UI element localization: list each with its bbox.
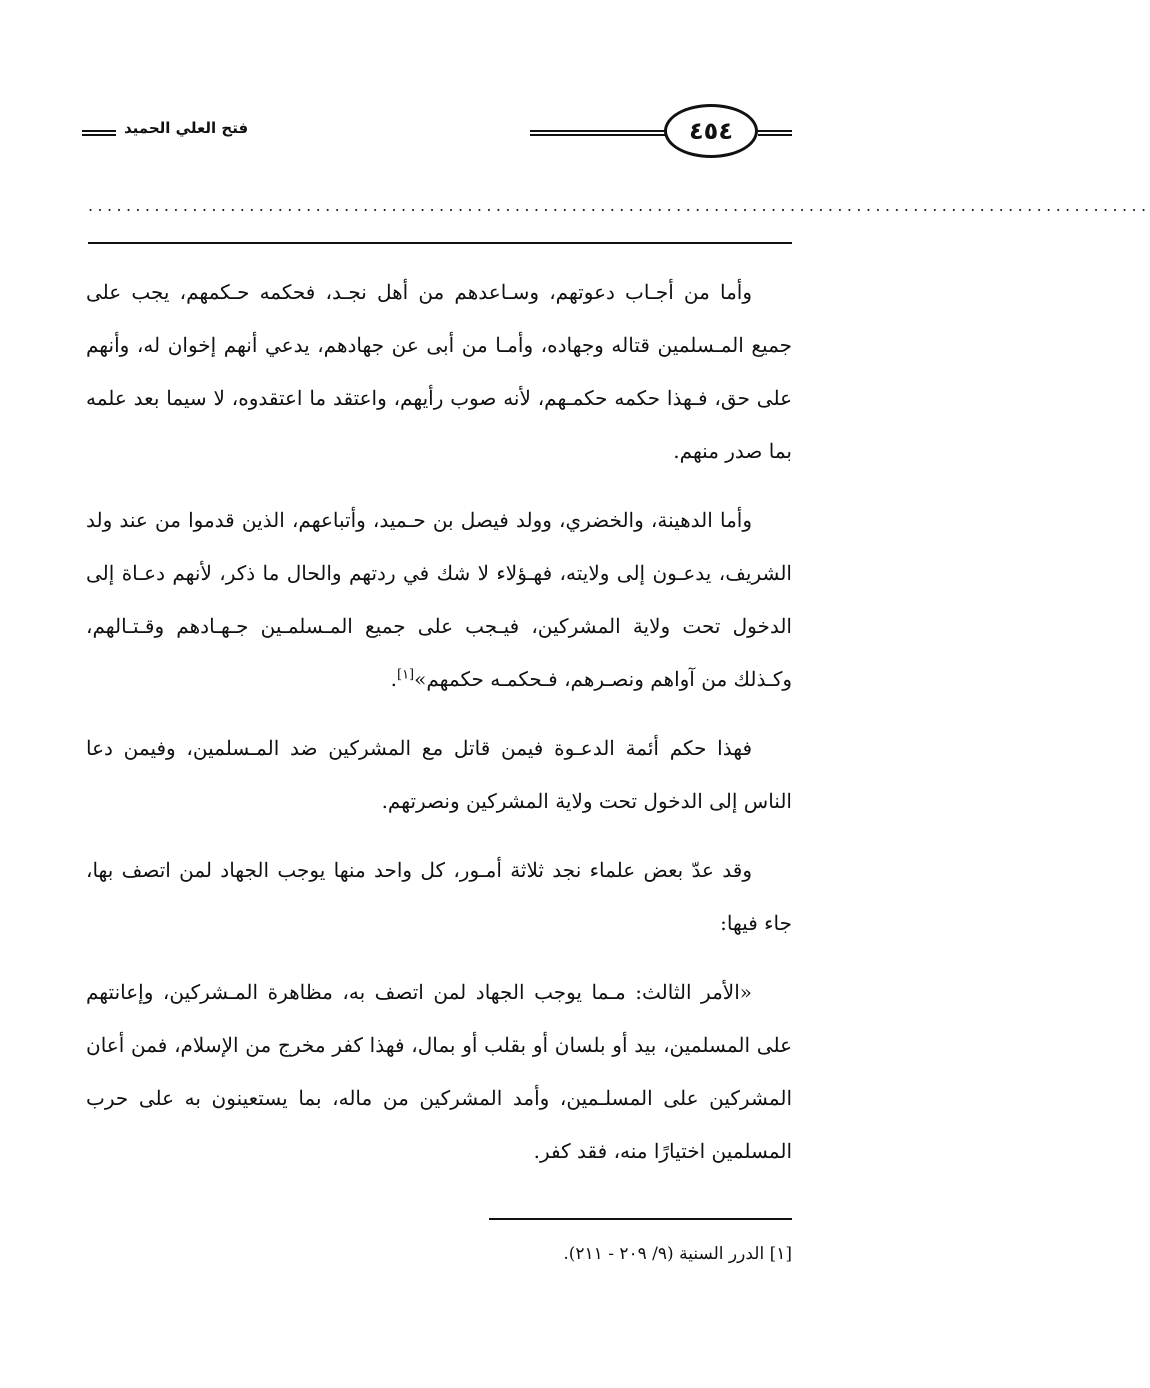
page-number: ٤٥٤ [689, 117, 733, 145]
paragraph-5: «الأمر الثالث: مـما يوجب الجهاد لمن اتصف به، مظاهرة المـشركين، وإعانتهم على المسلمين، بيد أو بلسان أو بقلب أو بمال، فهذا كفر مخرج من الإسلام، فمن أعان المشركين على المسلـمين، وأمد المشركين من ماله، بما يستعينون به على حرب المسلمين اختيارًا منه، فقد كفر. [86, 980, 792, 1163]
book-title: فتح العلي الحميد [124, 119, 249, 137]
header-double-rule-right [758, 130, 792, 136]
paragraph-3: فهذا حكم أئمة الدعـوة فيمن قاتل مع المشركين ضد المـسلمين، وفيمن دعا الناس إلى الدخول تحت ولاية المشركين ونصرتهم. [86, 736, 792, 813]
paragraph-2 [86, 494, 792, 706]
top-rule [88, 242, 792, 244]
footnote: [١] الدرر السنية (٩/ ٢٠٩ - ٢١١). [563, 1244, 792, 1264]
footnote-rule [489, 1218, 792, 1220]
paragraph-2-text: وأما الدهينة، والخضري، وولد فيصل بن حـميد، وأتباعهم، الذين قدموا من عند ولد الشريف، يدعـون إلى ولايته، فهـؤلاء لا شك في ردتهم والحال ما ذكر، لأنهم دعـاة إلى الدخول تحت ولاية المشركين، فيـجب على جميع المـسلمـين جـهـادهم وقـتـالهم، وكـذلك من آواهم ونصـرهم، فـحكمـه حكمهم» [86, 508, 792, 691]
header-double-rule-middle [530, 130, 668, 136]
page-header [0, 100, 879, 166]
page-number-oval [664, 104, 758, 158]
paragraph-4: وقد عدّ بعض علماء نجد ثلاثة أمـور، كل واحد منها يوجب الجهاد لمن اتصف بها، جاء فيها: [86, 858, 792, 935]
header-double-rule-left [82, 130, 116, 136]
dotted-separator: ................................................................................................................ [88, 196, 1150, 215]
paragraph-1: وأما من أجـاب دعوتهم، وسـاعدهم من أهل نجـد، فحكمه حـكمهم، يجب على جميع المـسلمين قتاله وجهاده، وأمـا من أبى عن جهادهم، يدعي أنهم إخوان له، وأنهم على حق، فـهذا حكمه حكمـهم، لأنه صوب رأيهم، واعتقد ما اعتقدوه، لا سيما بعد علمه بما صدر منهم. [86, 280, 792, 463]
footnote-reference[interactable]: [١] [396, 667, 415, 683]
paragraph-2-end: . [390, 667, 397, 691]
main-text [86, 266, 792, 1194]
